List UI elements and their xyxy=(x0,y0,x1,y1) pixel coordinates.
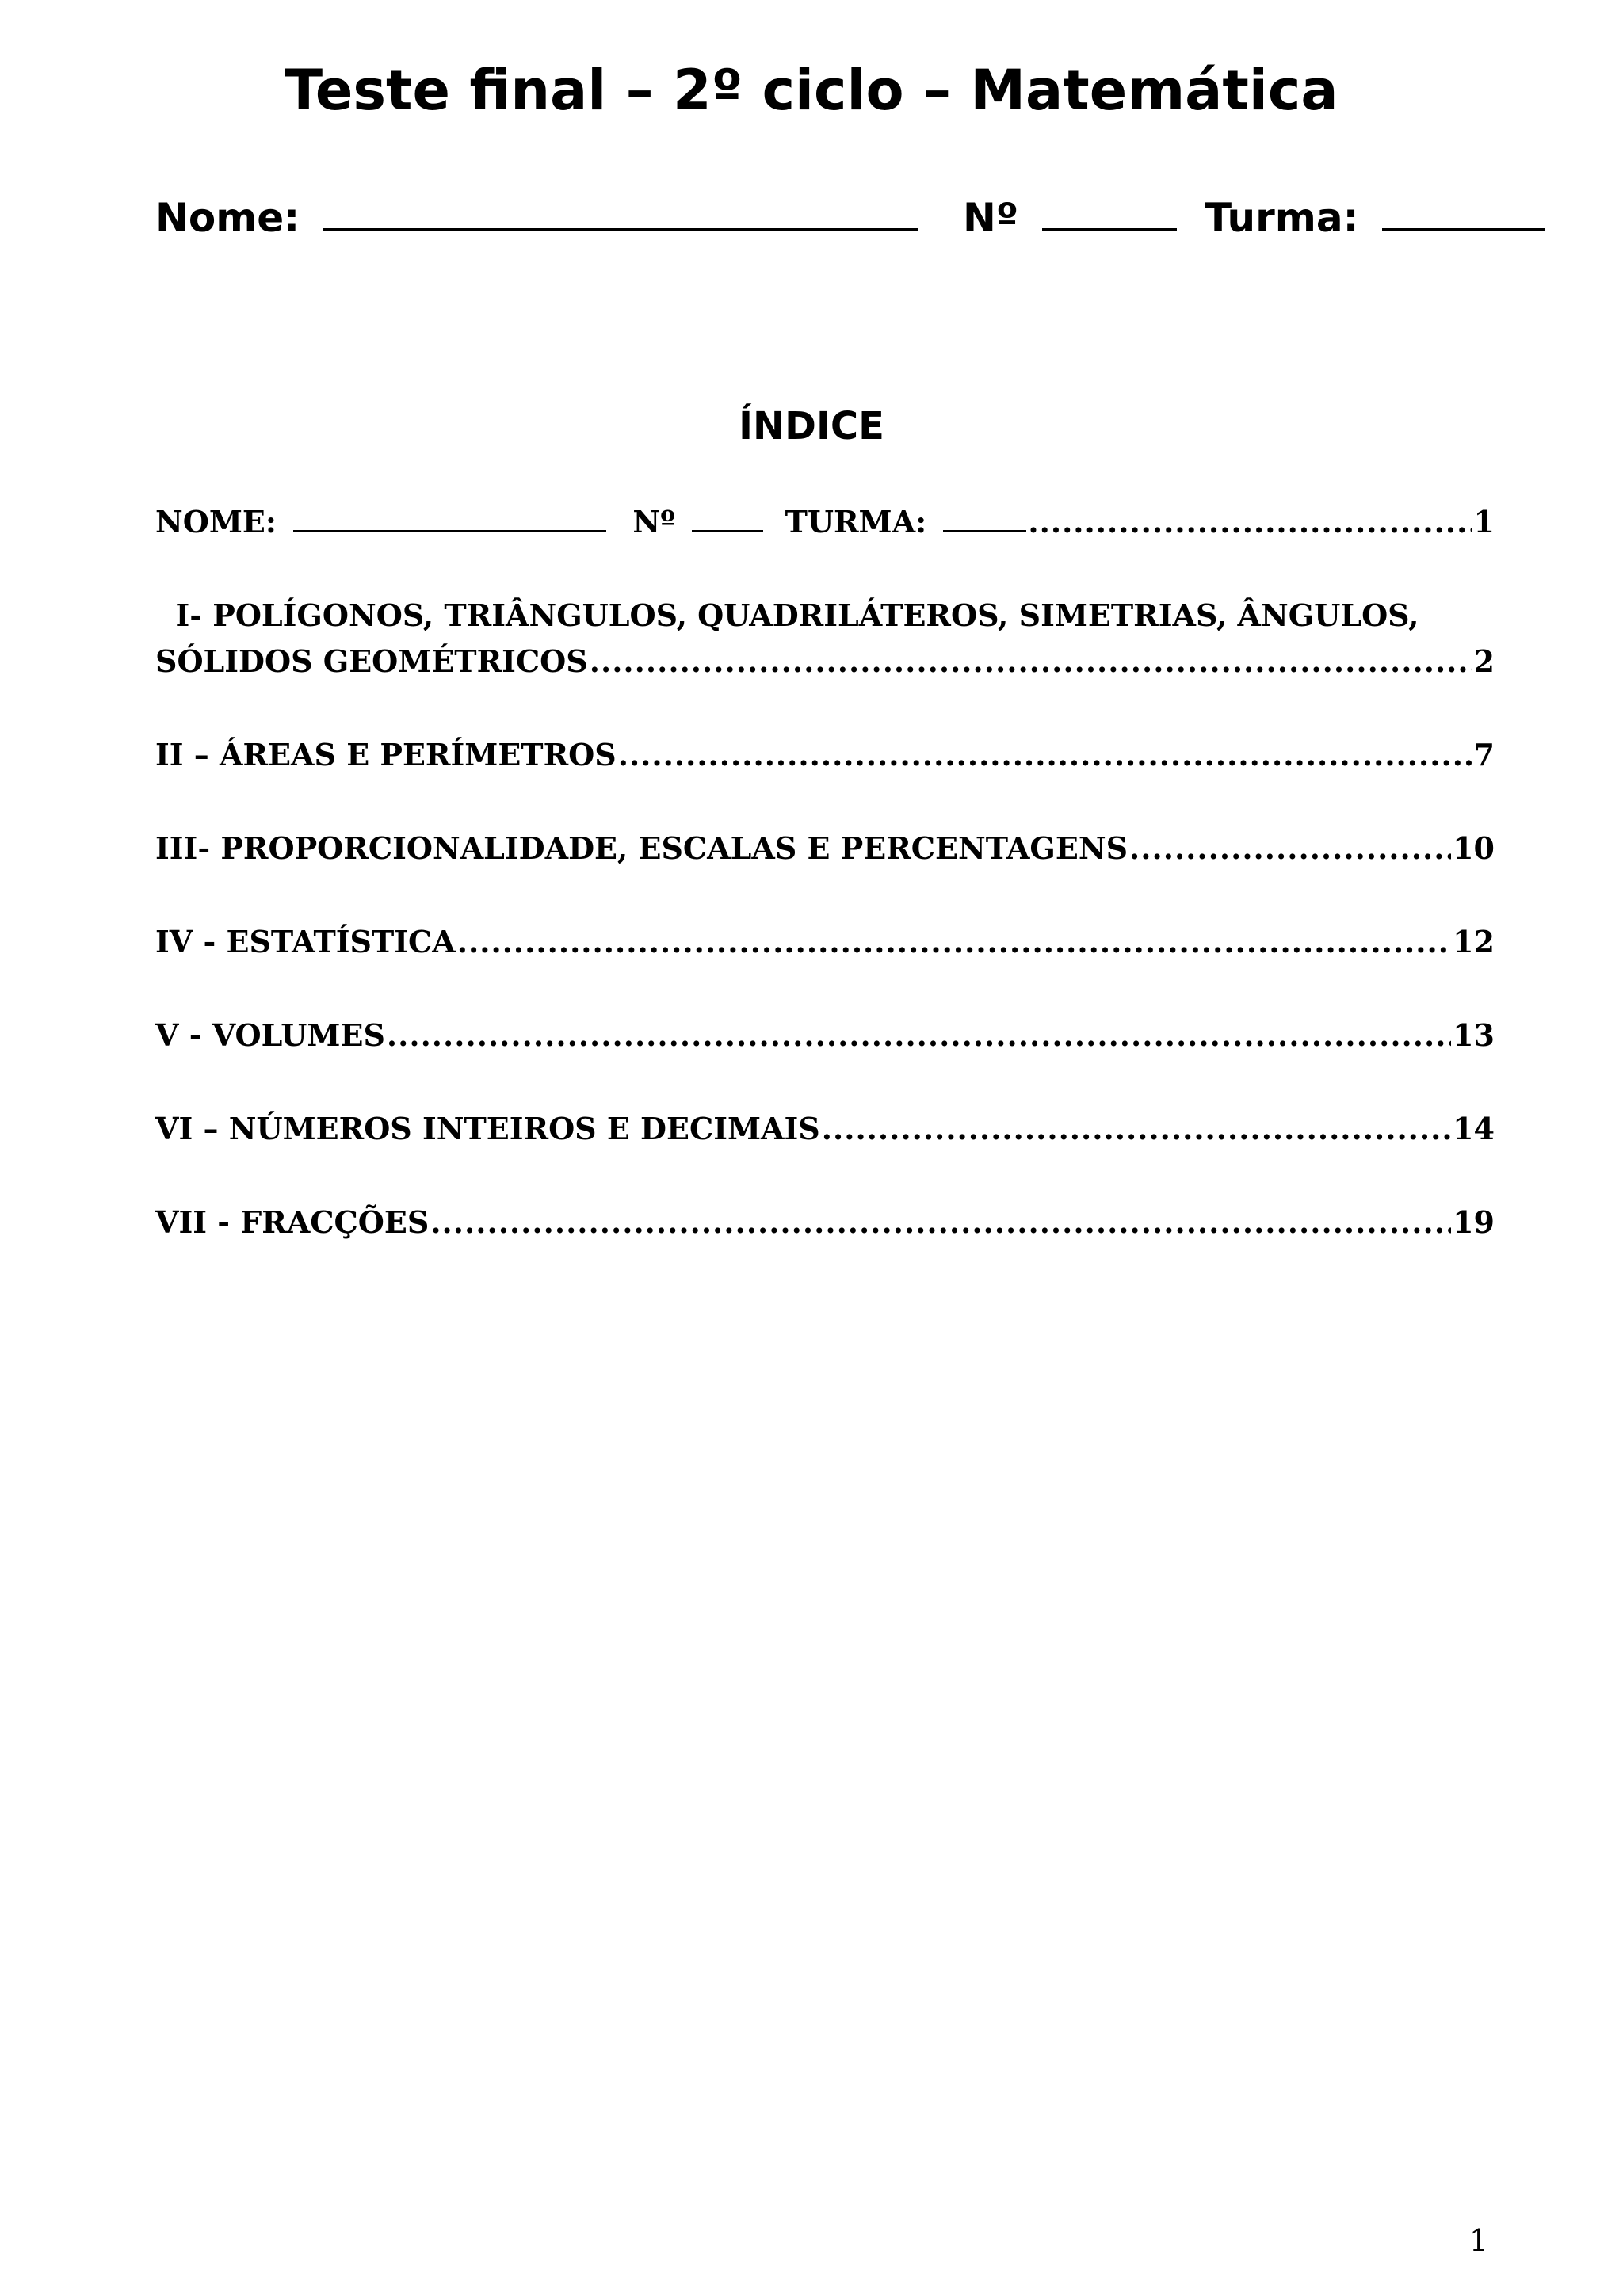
toc-entry-nome[interactable] xyxy=(155,499,1495,545)
toc-page-number: 7 xyxy=(1473,737,1495,772)
toc-turma-blank xyxy=(943,503,1026,532)
toc-nome-label: NOME: xyxy=(155,504,277,540)
toc-dot-leader xyxy=(430,1199,1451,1245)
toc-turma-label: TURMA: xyxy=(785,504,927,540)
page-title: Teste final – 2º ciclo – Matemática xyxy=(285,58,1338,123)
toc-entry-fraccoes[interactable] xyxy=(155,1199,1495,1245)
toc-entry-label: IV - ESTATÍSTICA xyxy=(155,924,456,959)
toc-numero-label: Nº xyxy=(632,504,676,540)
toc-numero-blank xyxy=(692,503,763,532)
class-label: Turma: xyxy=(1204,195,1359,241)
number-label: Nº xyxy=(963,195,1019,241)
toc-entry-poligonos[interactable] xyxy=(155,593,1495,685)
class-blank[interactable] xyxy=(1382,190,1545,231)
toc-entry-label: III- PROPORCIONALIDADE, ESCALAS E PERCENTAGENS xyxy=(155,830,1128,866)
toc-page-number: 2 xyxy=(1473,643,1495,679)
name-blank[interactable] xyxy=(323,190,918,231)
toc-page-number: 12 xyxy=(1453,924,1495,959)
toc-dot-leader xyxy=(387,1013,1451,1058)
toc-page-number: 19 xyxy=(1453,1204,1495,1240)
toc-dot-leader xyxy=(822,1106,1451,1152)
toc-entry-estatistica[interactable] xyxy=(155,919,1495,965)
number-blank[interactable] xyxy=(1042,190,1177,231)
name-label: Nome: xyxy=(155,195,300,241)
toc-page-number: 1 xyxy=(1473,504,1495,540)
toc-entry-label-line1: I- POLÍGONOS, TRIÂNGULOS, QUADRILÁTEROS, SIMETRIAS, ÂNGULOS, xyxy=(175,597,1419,633)
toc-entry-volumes[interactable] xyxy=(155,1013,1495,1058)
toc-entry-proporcionalidade[interactable] xyxy=(155,826,1495,871)
toc-entry-label: VI – NÚMEROS INTEIROS E DECIMAIS xyxy=(155,1111,820,1146)
toc-dot-leader xyxy=(618,732,1472,778)
toc-entry-label: II – ÁREAS E PERÍMETROS xyxy=(155,737,617,772)
toc-nome-blank xyxy=(293,503,606,532)
toc-entry-label xyxy=(155,499,1026,545)
toc-entry-label: V - VOLUMES xyxy=(155,1017,385,1053)
toc-page-number: 14 xyxy=(1453,1111,1495,1146)
toc-entry-areas[interactable] xyxy=(155,732,1495,778)
toc-dot-leader xyxy=(590,639,1472,685)
toc-entry-numeros[interactable] xyxy=(155,1106,1495,1152)
toc-dot-leader xyxy=(457,919,1451,965)
page-number: 1 xyxy=(1468,2223,1488,2258)
toc-page-number: 13 xyxy=(1453,1017,1495,1053)
toc-entry-label: VII - FRACÇÕES xyxy=(155,1204,430,1240)
toc-dot-leader xyxy=(1129,826,1451,871)
toc-page-number: 10 xyxy=(1453,830,1495,866)
student-info-fields xyxy=(155,190,1468,242)
toc-dot-leader xyxy=(1028,499,1472,545)
toc-entry-label: SÓLIDOS GEOMÉTRICOS xyxy=(155,643,588,679)
toc-heading: ÍNDICE xyxy=(739,404,884,448)
